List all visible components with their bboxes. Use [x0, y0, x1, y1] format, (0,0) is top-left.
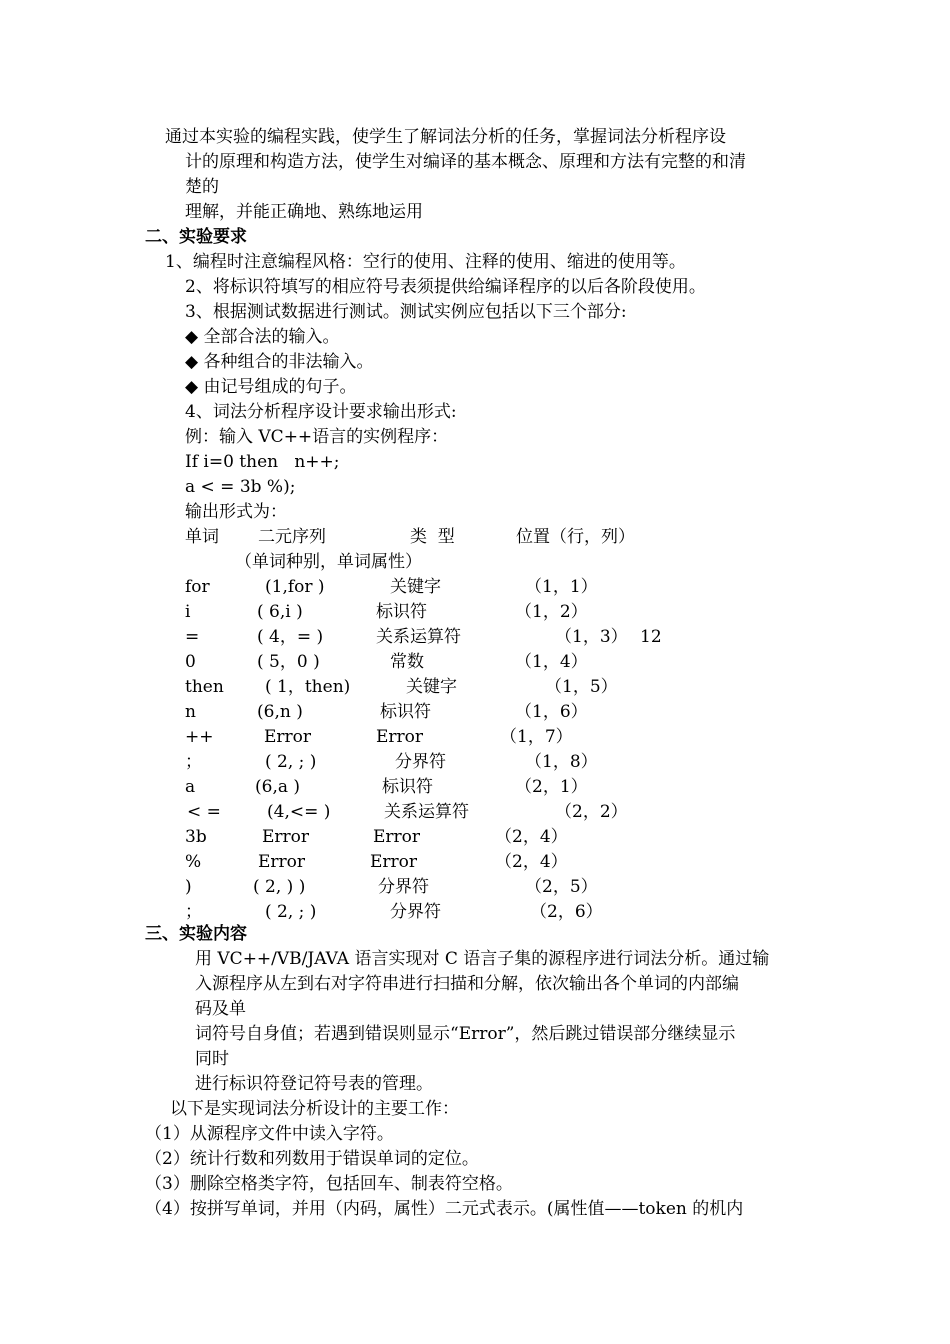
token-word: % [185, 852, 202, 872]
example-intro: 例：输入 VC++语言的实例程序： [185, 427, 449, 447]
token-pair: Error [264, 727, 312, 747]
content-line-5: 同时 [195, 1049, 229, 1069]
token-position: （2，1） [515, 777, 588, 797]
token-pair: (1,for ) [265, 577, 325, 597]
token-type: 分界符 [390, 902, 441, 922]
token-type: Error [376, 727, 424, 747]
token-word: ) [185, 877, 192, 897]
table-header-position: 位置（行，列） [516, 527, 635, 547]
content-line-2: 入源程序从左到右对字符串进行扫描和分解，依次输出各个单词的内部编 [195, 974, 739, 994]
work-item: （1）从源程序文件中读入字符。 [145, 1124, 394, 1144]
output-label: 输出形式为： [185, 502, 287, 522]
token-position: （1，5） [545, 677, 618, 697]
bullet-item: ◆ 全部合法的输入。 [185, 327, 340, 347]
token-pair: (6,n ) [257, 702, 303, 722]
token-pair: ( 5，0 ) [257, 652, 320, 672]
token-pair: ( 2, ; ) [265, 752, 317, 772]
intro-line-4: 理解，并能正确地、熟练地运用 [185, 202, 423, 222]
requirement-1: 1、编程时注意编程风格：空行的使用、注释的使用、缩进的使用等。 [165, 252, 686, 272]
token-word: then [185, 677, 224, 697]
token-type: 关系运算符 [384, 802, 469, 822]
token-type: 标识符 [376, 602, 427, 622]
token-word: for [185, 577, 210, 597]
token-type: 关系运算符 [376, 627, 461, 647]
token-word: 0 [185, 652, 196, 672]
intro-line-2: 计的原理和构造方法，使学生对编译的基本概念、原理和方法有完整的和清 [185, 152, 746, 172]
content-line-4: 词符号自身值；若遇到错误则显示“Error”，然后跳过错误部分继续显示 [195, 1024, 736, 1044]
table-header-pair: 二元序列 [258, 527, 326, 547]
token-word: i [185, 602, 191, 622]
table-header-subtitle: （单词种别，单词属性） [235, 552, 422, 572]
token-pair: ( 4，= ) [257, 627, 324, 647]
section-2-heading: 二、实验要求 [145, 227, 247, 247]
work-item: （4）按拼写单词，并用（内码，属性）二元式表示。(属性值——token 的机内 [145, 1199, 744, 1219]
requirement-3: 3、根据测试数据进行测试。测试实例应包括以下三个部分: [185, 302, 627, 322]
token-type: 分界符 [395, 752, 446, 772]
token-position: （1，3） [555, 627, 628, 647]
token-type: Error [370, 852, 418, 872]
token-position: （1，7） [500, 727, 573, 747]
token-pair: Error [258, 852, 306, 872]
token-pair: (4,<= ) [267, 802, 331, 822]
token-word: ； [185, 902, 202, 922]
requirement-2: 2、将标识符填写的相应符号表须提供给编译程序的以后各阶段使用。 [185, 277, 706, 297]
token-type: Error [373, 827, 421, 847]
token-position: （2，6） [530, 902, 603, 922]
token-word: = [185, 627, 200, 647]
token-word: ++ [185, 727, 214, 747]
token-type: 常数 [390, 652, 424, 672]
token-word: n [185, 702, 196, 722]
code-line-1: If i=0 then n++; [185, 452, 340, 472]
content-line-3: 码及单 [195, 999, 246, 1019]
token-position: （1，2） [515, 602, 588, 622]
requirement-4: 4、词法分析程序设计要求输出形式: [185, 402, 457, 422]
token-type: 关键字 [406, 677, 457, 697]
token-pair: ( 2, ) ) [253, 877, 306, 897]
bullet-item: ◆ 各种组合的非法输入。 [185, 352, 374, 372]
token-pair: Error [262, 827, 310, 847]
token-position: （2，4） [495, 827, 568, 847]
token-position: （1，6） [515, 702, 588, 722]
token-word: 3b [185, 827, 207, 847]
token-word: a [185, 777, 196, 797]
token-position: （2，2） [555, 802, 628, 822]
table-header-word: 单词 [185, 527, 219, 547]
section-3-heading: 三、实验内容 [145, 924, 247, 944]
token-pair: ( 6,i ) [257, 602, 303, 622]
content-line-1: 用 VC++/VB/JAVA 语言实现对 C 语言子集的源程序进行词法分析。通过输 [195, 949, 770, 969]
work-intro: 以下是实现词法分析设计的主要工作： [170, 1099, 459, 1119]
intro-line-1: 通过本实验的编程实践，使学生了解词法分析的任务，掌握词法分析程序设 [165, 127, 726, 147]
intro-line-3: 楚的 [185, 177, 219, 197]
token-extra-note: 12 [640, 627, 662, 647]
token-pair: ( 1，then) [265, 677, 351, 697]
code-line-2: a < = 3b %); [185, 477, 296, 497]
work-item: （2）统计行数和列数用于错误单词的定位。 [145, 1149, 479, 1169]
table-header-type: 类 型 [410, 527, 455, 547]
token-type: 分界符 [378, 877, 429, 897]
bullet-item: ◆ 由记号组成的句子。 [185, 377, 357, 397]
token-pair: ( 2, ; ) [265, 902, 317, 922]
token-position: （2，5） [525, 877, 598, 897]
token-position: （1，4） [515, 652, 588, 672]
token-position: （1，8） [525, 752, 598, 772]
token-position: （1，1） [525, 577, 598, 597]
token-word: ； [185, 752, 202, 772]
token-type: 标识符 [382, 777, 433, 797]
work-item: （3）删除空格类字符，包括回车、制表符空格。 [145, 1174, 513, 1194]
token-pair: (6,a ) [255, 777, 301, 797]
token-word: < = [187, 802, 221, 822]
content-line-6: 进行标识符登记符号表的管理。 [195, 1074, 433, 1094]
token-type: 关键字 [390, 577, 441, 597]
token-type: 标识符 [380, 702, 431, 722]
token-position: （2，4） [495, 852, 568, 872]
